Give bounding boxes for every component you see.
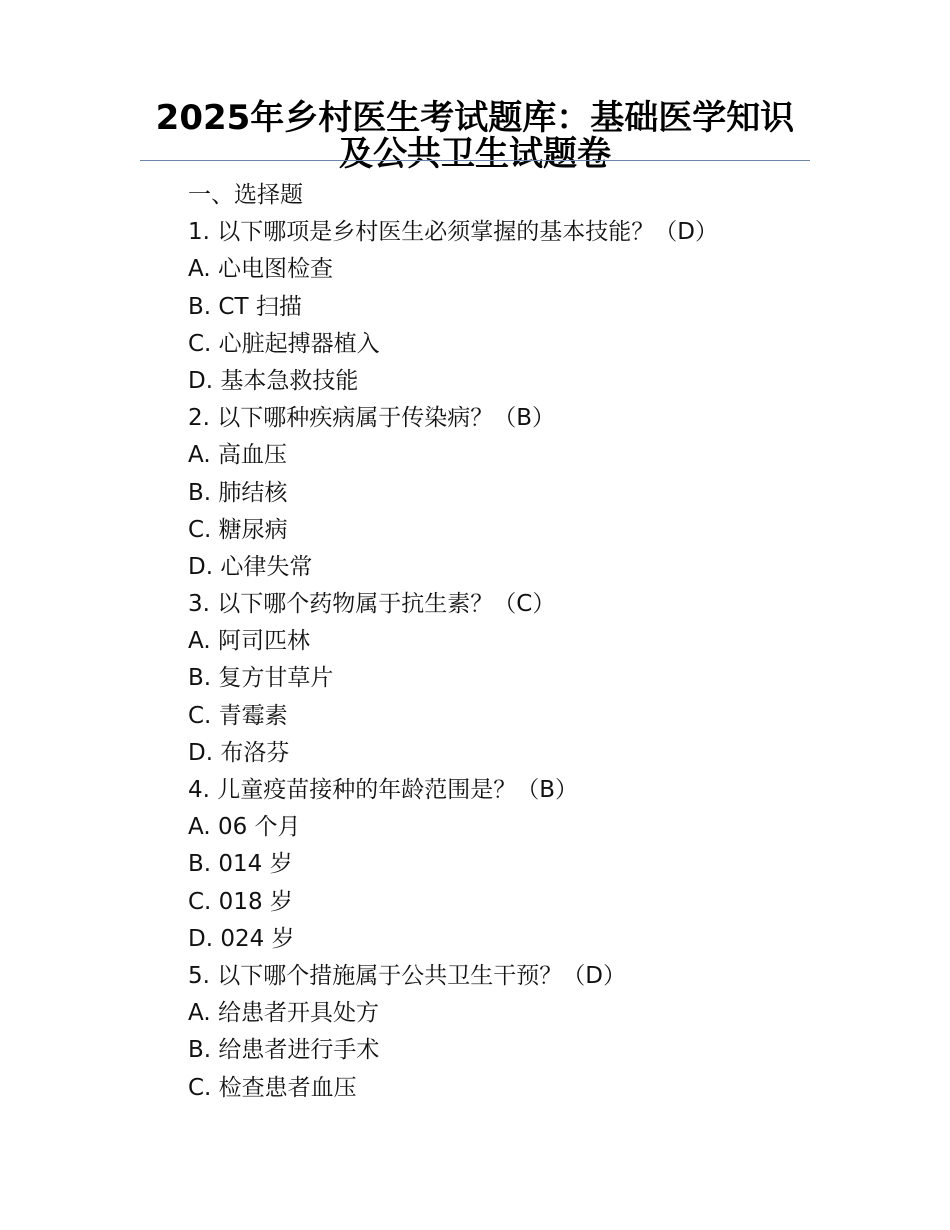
question-3-option-d: D. 布洛芬 — [188, 739, 290, 766]
section-heading: 一、选择题 — [188, 182, 303, 208]
question-5-option-b: B. 给患者进行手术 — [188, 1037, 380, 1064]
title-underline — [140, 160, 810, 161]
question-1: 1. 以下哪项是乡村医生必须掌握的基本技能？（D） — [188, 219, 718, 246]
question-4-option-d: D. 024 岁 — [188, 925, 295, 952]
question-3-option-b: B. 复方甘草片 — [188, 665, 334, 692]
question-3-option-c: C. 青霉素 — [188, 702, 288, 729]
question-1-option-d: D. 基本急救技能 — [188, 367, 359, 394]
question-1-option-b: B. CT 扫描 — [188, 293, 302, 320]
document-title: 2025年乡村医生考试题库：基础医学知识及公共卫生试题卷 — [155, 98, 795, 174]
question-2: 2. 以下哪种疾病属于传染病？（B） — [188, 405, 556, 432]
question-2-option-c: C. 糖尿病 — [188, 516, 288, 543]
question-5-option-a: A. 给患者开具处方 — [188, 1000, 379, 1027]
question-2-option-b: B. 肺结核 — [188, 479, 288, 506]
question-3-option-a: A. 阿司匹林 — [188, 628, 310, 655]
question-1-option-c: C. 心脏起搏器植入 — [188, 330, 380, 357]
question-5-option-c: C. 检查患者血压 — [188, 1074, 357, 1101]
question-4-option-c: C. 018 岁 — [188, 888, 293, 915]
question-4-option-a: A. 06 个月 — [188, 814, 301, 841]
question-5: 5. 以下哪个措施属于公共卫生干预？（D） — [188, 962, 626, 989]
question-2-option-d: D. 心律失常 — [188, 553, 313, 580]
question-4-option-b: B. 014 岁 — [188, 851, 293, 878]
question-3: 3. 以下哪个药物属于抗生素？（C） — [188, 591, 556, 618]
question-list — [188, 177, 828, 1107]
question-1-option-a: A. 心电图检查 — [188, 256, 333, 283]
question-4: 4. 儿童疫苗接种的年龄范围是？（B） — [188, 777, 579, 803]
question-2-option-a: A. 高血压 — [188, 442, 287, 469]
